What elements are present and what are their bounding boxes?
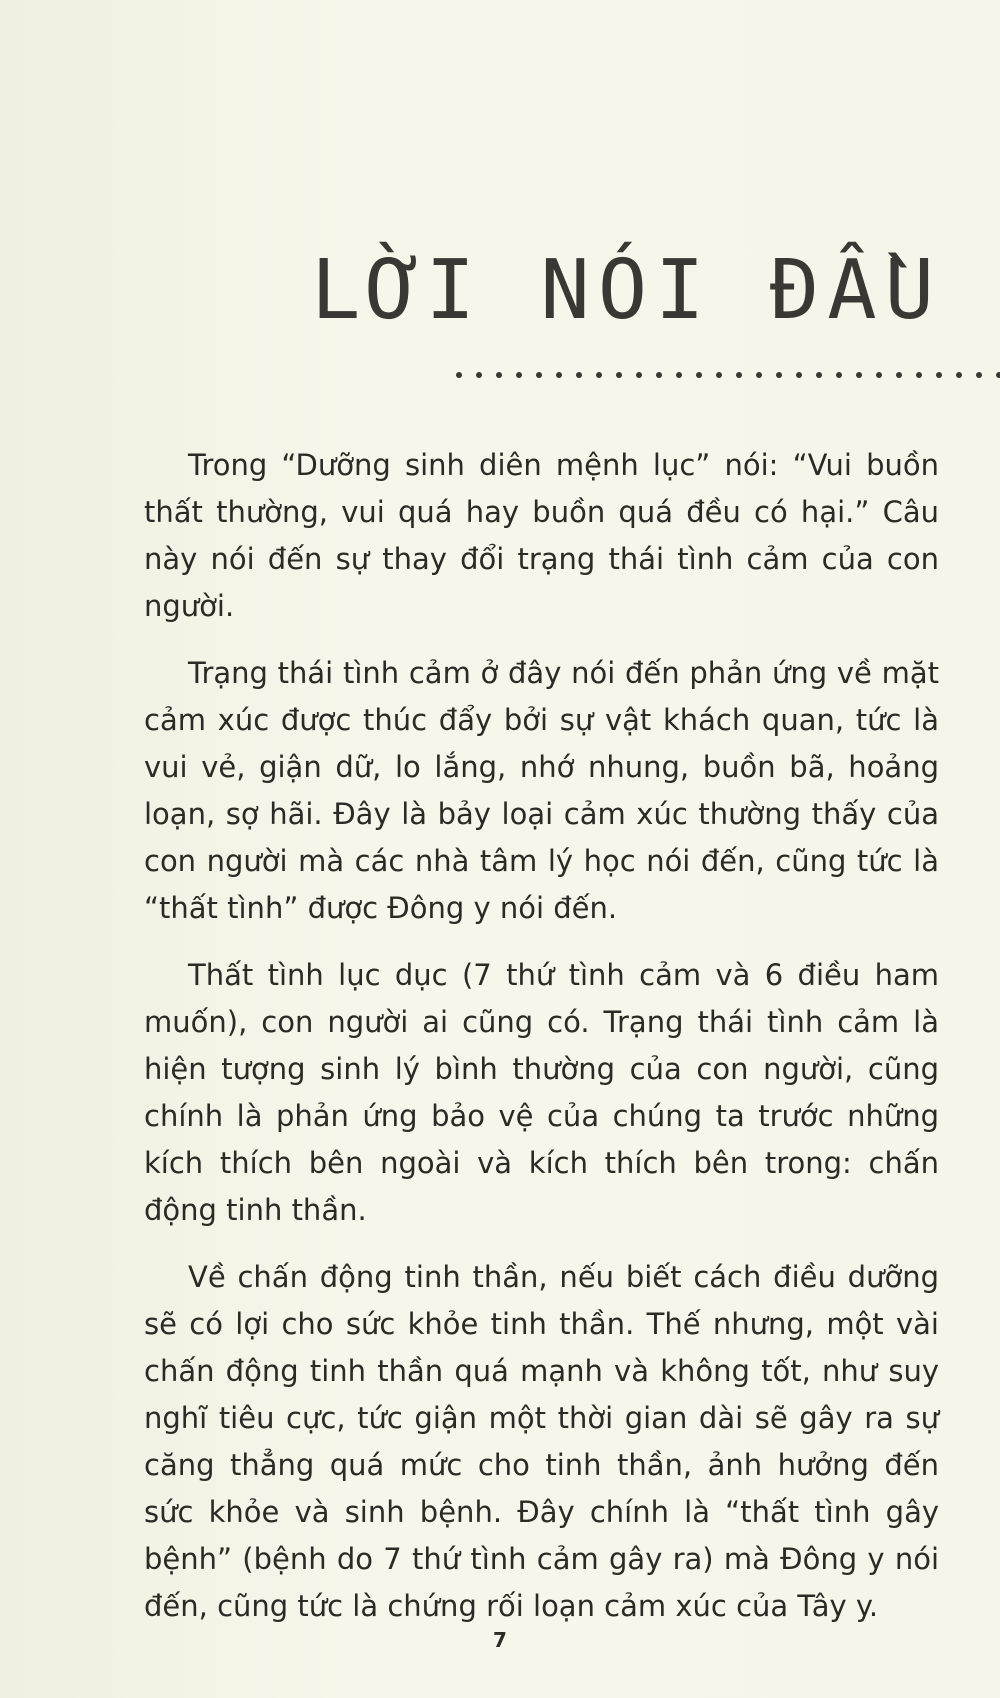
divider-dot bbox=[816, 372, 822, 378]
paragraph-4: Về chấn động tinh thần, nếu biết cách điều dưỡng sẽ có lợi cho sức khỏe tinh thần. Thế nhưng, một vài chấn động tinh thần quá mạnh và không tốt, như suy nghĩ tiêu cực, tức giận một thời gian dài sẽ gây ra sự căng thẳng quá mức cho tinh thần, ảnh hưởng đến sức khỏe và sinh bệnh. Đây chính là “thất tình gây bệnh” (bệnh do 7 thứ tình cảm gây ra) mà Đông y nói đến, cũng tức là chứng rối loạn cảm xúc của Tây y. bbox=[144, 1260, 939, 1623]
divider-dot bbox=[476, 372, 482, 378]
divider-dot bbox=[996, 372, 1000, 378]
divider-dot bbox=[736, 372, 742, 378]
page-title: LỜI NÓI ĐẦU bbox=[310, 243, 942, 338]
divider-dot bbox=[776, 372, 782, 378]
divider-dot bbox=[856, 372, 862, 378]
divider-dot bbox=[656, 372, 662, 378]
divider-dot bbox=[716, 372, 722, 378]
page-number: 7 bbox=[493, 1628, 507, 1652]
divider-dot bbox=[596, 372, 602, 378]
divider-dot bbox=[516, 372, 522, 378]
divider-dot bbox=[756, 372, 762, 378]
divider-dot bbox=[896, 372, 902, 378]
divider-dot bbox=[676, 372, 682, 378]
divider-dot bbox=[556, 372, 562, 378]
body-text bbox=[144, 442, 939, 1650]
paragraph-3: Thất tình lục dục (7 thứ tình cảm và 6 điều ham muốn), con người ai cũng có. Trạng thái tình cảm là hiện tượng sinh lý bình thường của con người, cũng chính là phản ứng bảo vệ của chúng ta trước những kích thích bên ngoài và kích thích bên trong: chấn động tinh thần. bbox=[144, 958, 939, 1227]
divider-dot bbox=[456, 372, 462, 378]
divider-dot bbox=[496, 372, 502, 378]
divider-dot bbox=[836, 372, 842, 378]
paragraph-2: Trạng thái tình cảm ở đây nói đến phản ứng về mặt cảm xúc được thúc đẩy bởi sự vật khách quan, tức là vui vẻ, giận dữ, lo lắng, nhớ nhung, buồn bã, hoảng loạn, sợ hãi. Đây là bảy loại cảm xúc thường thấy của con người mà các nhà tâm lý học nói đến, cũng tức là “thất tình” được Đông y nói đến. bbox=[144, 656, 939, 925]
divider-dot bbox=[696, 372, 702, 378]
divider-dot bbox=[576, 372, 582, 378]
divider-dot bbox=[876, 372, 882, 378]
divider-dot bbox=[916, 372, 922, 378]
divider-dot bbox=[976, 372, 982, 378]
divider-dot bbox=[616, 372, 622, 378]
divider-dot bbox=[796, 372, 802, 378]
divider-dot bbox=[936, 372, 942, 378]
divider-dot bbox=[536, 372, 542, 378]
divider-dot bbox=[636, 372, 642, 378]
divider-dot bbox=[956, 372, 962, 378]
dotted-divider bbox=[456, 372, 1000, 382]
paragraph-1: Trong “Dưỡng sinh diên mệnh lục” nói: “Vui buồn thất thường, vui quá hay buồn quá đều có hại.” Câu này nói đến sự thay đổi trạng thái tình cảm của con người. bbox=[144, 448, 939, 623]
